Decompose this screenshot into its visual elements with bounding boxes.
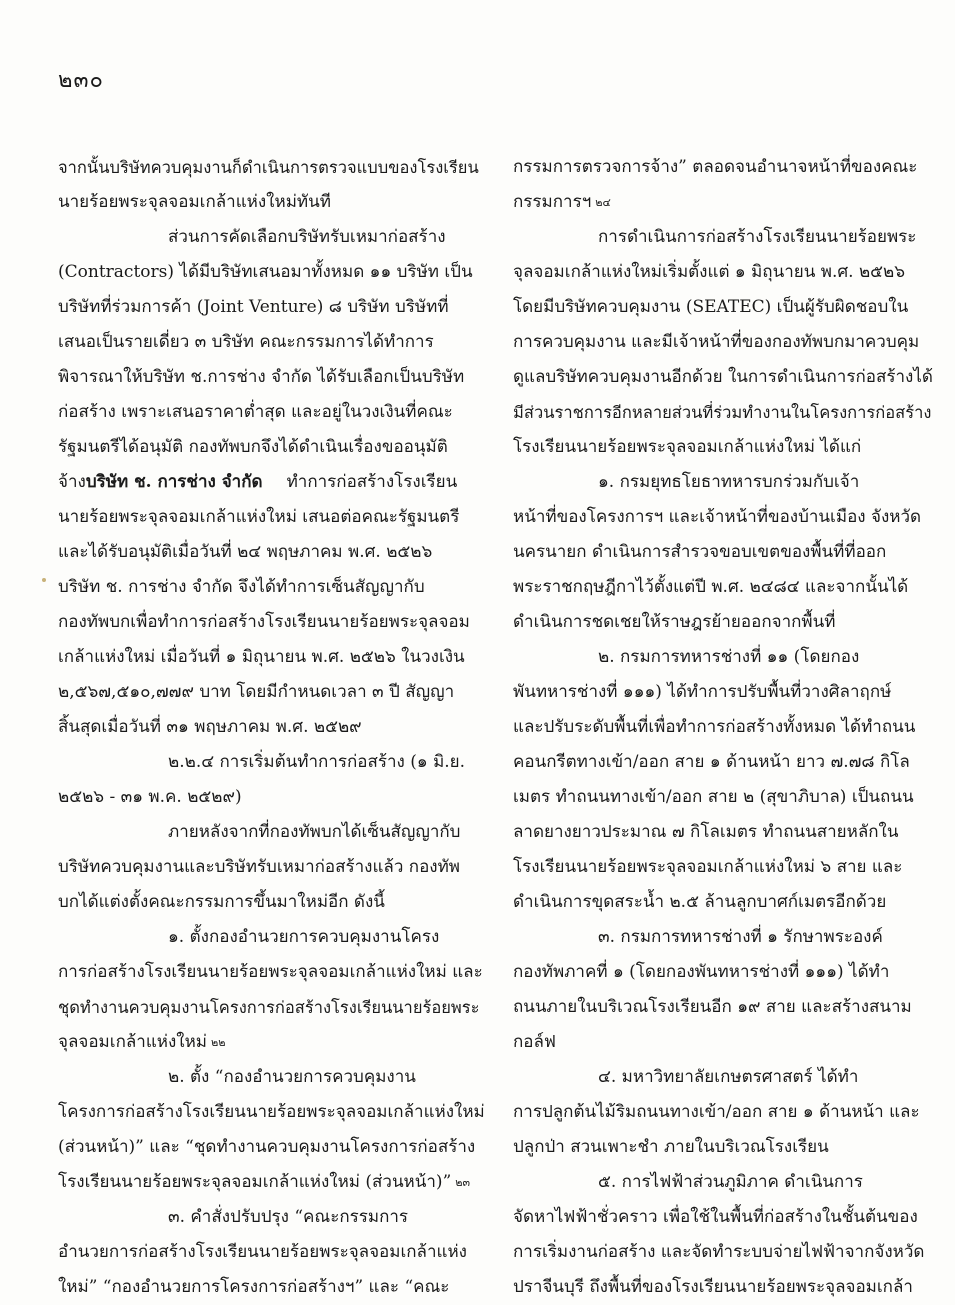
list-item: ๓. คำสั่งปรับปรุง “คณะกรรมการ <box>168 1207 409 1227</box>
text-line: ก่อสร้าง เพราะเสนอราคาต่ำสุด และอยู่ในวงเงินที่คณะ <box>58 402 453 422</box>
text-line: จุลจอมเกล้าแห่งใหม่ ๒๒ <box>58 1025 488 1060</box>
section-heading: ๒.๒.๔ การเริ่มต้นทำการก่อสร้าง (๑ มิ.ย. <box>168 752 466 772</box>
footnote-ref: ๒๓ <box>455 1176 471 1189</box>
text-line: โดยมีบริษัทควบคุมงาน (SEATEC) เป็นผู้รับผิดชอบใน <box>513 297 909 317</box>
text-line: ปลูกป่า สวนเพาะชำ ภายในบริเวณโรงเรียน <box>513 1137 829 1157</box>
text-line: กรรมการฯ ๒๔ <box>513 185 943 220</box>
text-line: ๒,๕๖๗,๕๑๐,๗๗๙ บาท โดยมีกำหนดเวลา ๓ ปี สัญญา <box>58 682 455 702</box>
list-item: ๒. ตั้ง “กองอำนวยการควบคุมงาน <box>168 1067 416 1087</box>
text-line: รัฐมนตรีได้อนุมัติ กองทัพบกจึงได้ดำเนินเรื่องขออนุมัติ <box>58 437 448 457</box>
text-line: คอนกรีตทางเข้า/ออก สาย ๑ ด้านหน้า ยาว ๗.๗๘ กิโล <box>513 752 910 772</box>
text-line: ใหม่” “กองอำนวยการโครงการก่อสร้างฯ” และ “คณะ <box>58 1277 450 1297</box>
text-line: สิ้นสุดเมื่อวันที่ ๓๑ พฤษภาคม พ.ศ. ๒๕๒๙ <box>58 717 362 737</box>
footnote-ref: ๒๔ <box>595 196 611 209</box>
scan-speck <box>42 578 46 582</box>
list-item: ๒. กรมการทหารช่างที่ ๑๑ (โดยกอง <box>598 647 860 667</box>
text-line: (ส่วนหน้า)” และ “ชุดทำงานควบคุมงานโครงการก่อสร้าง <box>58 1137 476 1157</box>
text-line: ดำเนินการขุดสระน้ำ ๒.๕ ล้านลูกบาศก์เมตรอีกด้วย <box>513 892 887 912</box>
right-column <box>513 150 943 1305</box>
text-line: ลาดยางยาวประมาณ ๗ กิโลเมตร ทำถนนสายหลักใน <box>513 822 899 842</box>
text-line: การปลูกต้นไม้ริมถนนทางเข้า/ออก สาย ๑ ด้านหน้า และ <box>513 1102 920 1122</box>
page-number: ๒๓๐ <box>58 68 104 93</box>
paragraph-start: การดำเนินการก่อสร้างโรงเรียนนายร้อยพระ <box>598 227 917 247</box>
text-line: และปรับระดับพื้นที่เพื่อทำการก่อสร้างทั้งหมด ได้ทำถนน <box>513 717 916 737</box>
text-line: จุลจอมเกล้าแห่งใหม่เริ่มตั้งแต่ ๑ มิถุนายน พ.ศ. ๒๕๒๖ <box>513 262 906 282</box>
text-line: ดำเนินการชดเชยให้ราษฎรย้ายออกจากพื้นที่ <box>513 612 836 632</box>
text-line: นายร้อยพระจุลจอมเกล้าแห่งใหม่ทันที <box>58 192 331 212</box>
text-line: บริษัทควบคุมงานและบริษัทรับเหมาก่อสร้างแล้ว กองทัพ <box>58 857 461 877</box>
left-column <box>58 150 488 1305</box>
text-line: ปราจีนบุรี ถึงพื้นที่ของโรงเรียนนายร้อยพระจุลจอมเกล้า <box>513 1277 913 1297</box>
text-line: กองทัพภาคที่ ๑ (โดยกองพันทหารช่างที่ ๑๑๑) ได้ทำ <box>513 962 890 982</box>
text-line: พระราชกฤษฎีกาไว้ตั้งแต่ปี พ.ศ. ๒๔๘๔ และจากนั้นได้ <box>513 577 909 597</box>
list-item: ๑. ตั้งกองอำนวยการควบคุมงานโครง <box>168 927 440 947</box>
text-line: ชุดทำงานควบคุมงานโครงการก่อสร้างโรงเรียนนายร้อยพระ <box>58 998 480 1017</box>
text-line: อำนวยการก่อสร้างโรงเรียนนายร้อยพระจุลจอมเกล้าแห่ง <box>58 1242 467 1262</box>
text-line: เสนอเป็นรายเดี่ยว ๓ บริษัท คณะกรรมการได้ทำการ <box>58 332 434 352</box>
text-line: พันทหารช่างที่ ๑๑๑) ได้ทำการปรับพื้นที่วางศิลาฤกษ์ <box>513 682 892 702</box>
text-line: โรงเรียนนายร้อยพระจุลจอมเกล้าแห่งใหม่ ได้แก่ <box>513 437 862 457</box>
text-line: จากนั้นบริษัทควบคุมงานก็ดำเนินการตรวจแบบของโรงเรียน <box>58 158 479 177</box>
text-line: กรรมการตรวจการจ้าง” ตลอดจนอำนาจหน้าที่ของคณะ <box>513 157 918 177</box>
paragraph-start: ภายหลังจากที่กองทัพบกได้เซ็นสัญญากับ <box>168 822 461 842</box>
list-item: ๕. การไฟฟ้าส่วนภูมิภาค ดำเนินการ <box>598 1172 863 1192</box>
text-line: โครงการก่อสร้างโรงเรียนนายร้อยพระจุลจอมเกล้าแห่งใหม่ <box>58 1102 485 1122</box>
text-line: ถนนภายในบริเวณโรงเรียนอีก ๑๙ สาย และสร้างสนาม <box>513 997 912 1017</box>
text-line: นครนายก ดำเนินการสำรวจขอบเขตของพื้นที่ที่ออก <box>513 542 887 562</box>
text-line: กองทัพบกเพื่อทำการก่อสร้างโรงเรียนนายร้อยพระจุลจอม <box>58 612 470 632</box>
text-line: การก่อสร้างโรงเรียนนายร้อยพระจุลจอมเกล้าแห่งใหม่ และ <box>58 962 483 982</box>
text-line: บกได้แต่งตั้งคณะกรรมการขึ้นมาใหม่อีก ดังนี้ <box>58 892 385 912</box>
text-line: บริษัทที่ร่วมการค้า (Joint Venture) ๘ บริษัท บริษัทที่ <box>58 297 449 317</box>
text-line: เมตร ทำถนนทางเข้า/ออก สาย ๒ (สุขาภิบาล) เป็นถนน <box>513 787 914 807</box>
text-line: บริษัท ช. การช่าง จำกัด จึงได้ทำการเซ็นสัญญากับ <box>58 577 425 597</box>
text-line: พิจารณาให้บริษัท ช.การช่าง จำกัด ได้รับเลือกเป็นบริษัท <box>58 367 465 387</box>
footnote-ref: ๒๒ <box>211 1036 226 1049</box>
text-line: จ้าง บริษัท ช. การช่าง จำกัด ทำการก่อสร้างโรงเรียน <box>58 465 488 500</box>
text-line: (Contractors) ได้มีบริษัทเสนอมาทั้งหมด ๑๑ บริษัท เป็น <box>58 262 473 282</box>
list-item: ๓. กรมการทหารช่างที่ ๑ รักษาพระองค์ <box>598 927 883 947</box>
text-line: โรงเรียนนายร้อยพระจุลจอมเกล้าแห่งใหม่ (ส่วนหน้า)” ๒๓ <box>58 1165 488 1200</box>
company-name-bold: บริษัท ช. การช่าง จำกัด <box>85 472 263 492</box>
list-item: ๑. กรมยุทธโยธาทหารบกร่วมกับเจ้า <box>598 472 860 492</box>
paragraph-start: ส่วนการคัดเลือกบริษัทรับเหมาก่อสร้าง <box>168 227 446 247</box>
text-line: หน้าที่ของโครงการฯ และเจ้าหน้าที่ของบ้านเมือง จังหวัด <box>513 507 922 527</box>
text-line: โรงเรียนนายร้อยพระจุลจอมเกล้าแห่งใหม่ ๖ สาย และ <box>513 857 903 877</box>
text-line: กอล์ฟ <box>513 1032 556 1052</box>
section-heading-cont: ๒๕๒๖ - ๓๑ พ.ค. ๒๕๒๙) <box>58 787 242 807</box>
text-line: การควบคุมงาน และมีเจ้าหน้าที่ของกองทัพบกมาควบคุม <box>513 332 920 352</box>
text-line: มีส่วนราชการอีกหลายส่วนที่ร่วมทำงานในโครงการก่อสร้าง <box>513 403 932 422</box>
text-line: จัดหาไฟฟ้าชั่วคราว เพื่อใช้ในพื้นที่ก่อสร้างในชั้นต้นของ <box>513 1207 918 1227</box>
text-line: นายร้อยพระจุลจอมเกล้าแห่งใหม่ เสนอต่อคณะรัฐมนตรี <box>58 507 460 527</box>
list-item: ๔. มหาวิทยาลัยเกษตรศาสตร์ ได้ทำ <box>598 1067 859 1087</box>
text-line: และได้รับอนุมัติเมื่อวันที่ ๒๔ พฤษภาคม พ.ศ. ๒๕๒๖ <box>58 542 433 562</box>
text-line: เกล้าแห่งใหม่ เมื่อวันที่ ๑ มิถุนายน พ.ศ. ๒๕๒๖ ในวงเงิน <box>58 647 465 667</box>
text-line: ดูแลบริษัทควบคุมงานอีกด้วย ในการดำเนินการก่อสร้างได้ <box>513 367 933 387</box>
text-line: การเริ่มงานก่อสร้าง และจัดทำระบบจ่ายไฟฟ้าจากจังหวัด <box>513 1242 925 1262</box>
